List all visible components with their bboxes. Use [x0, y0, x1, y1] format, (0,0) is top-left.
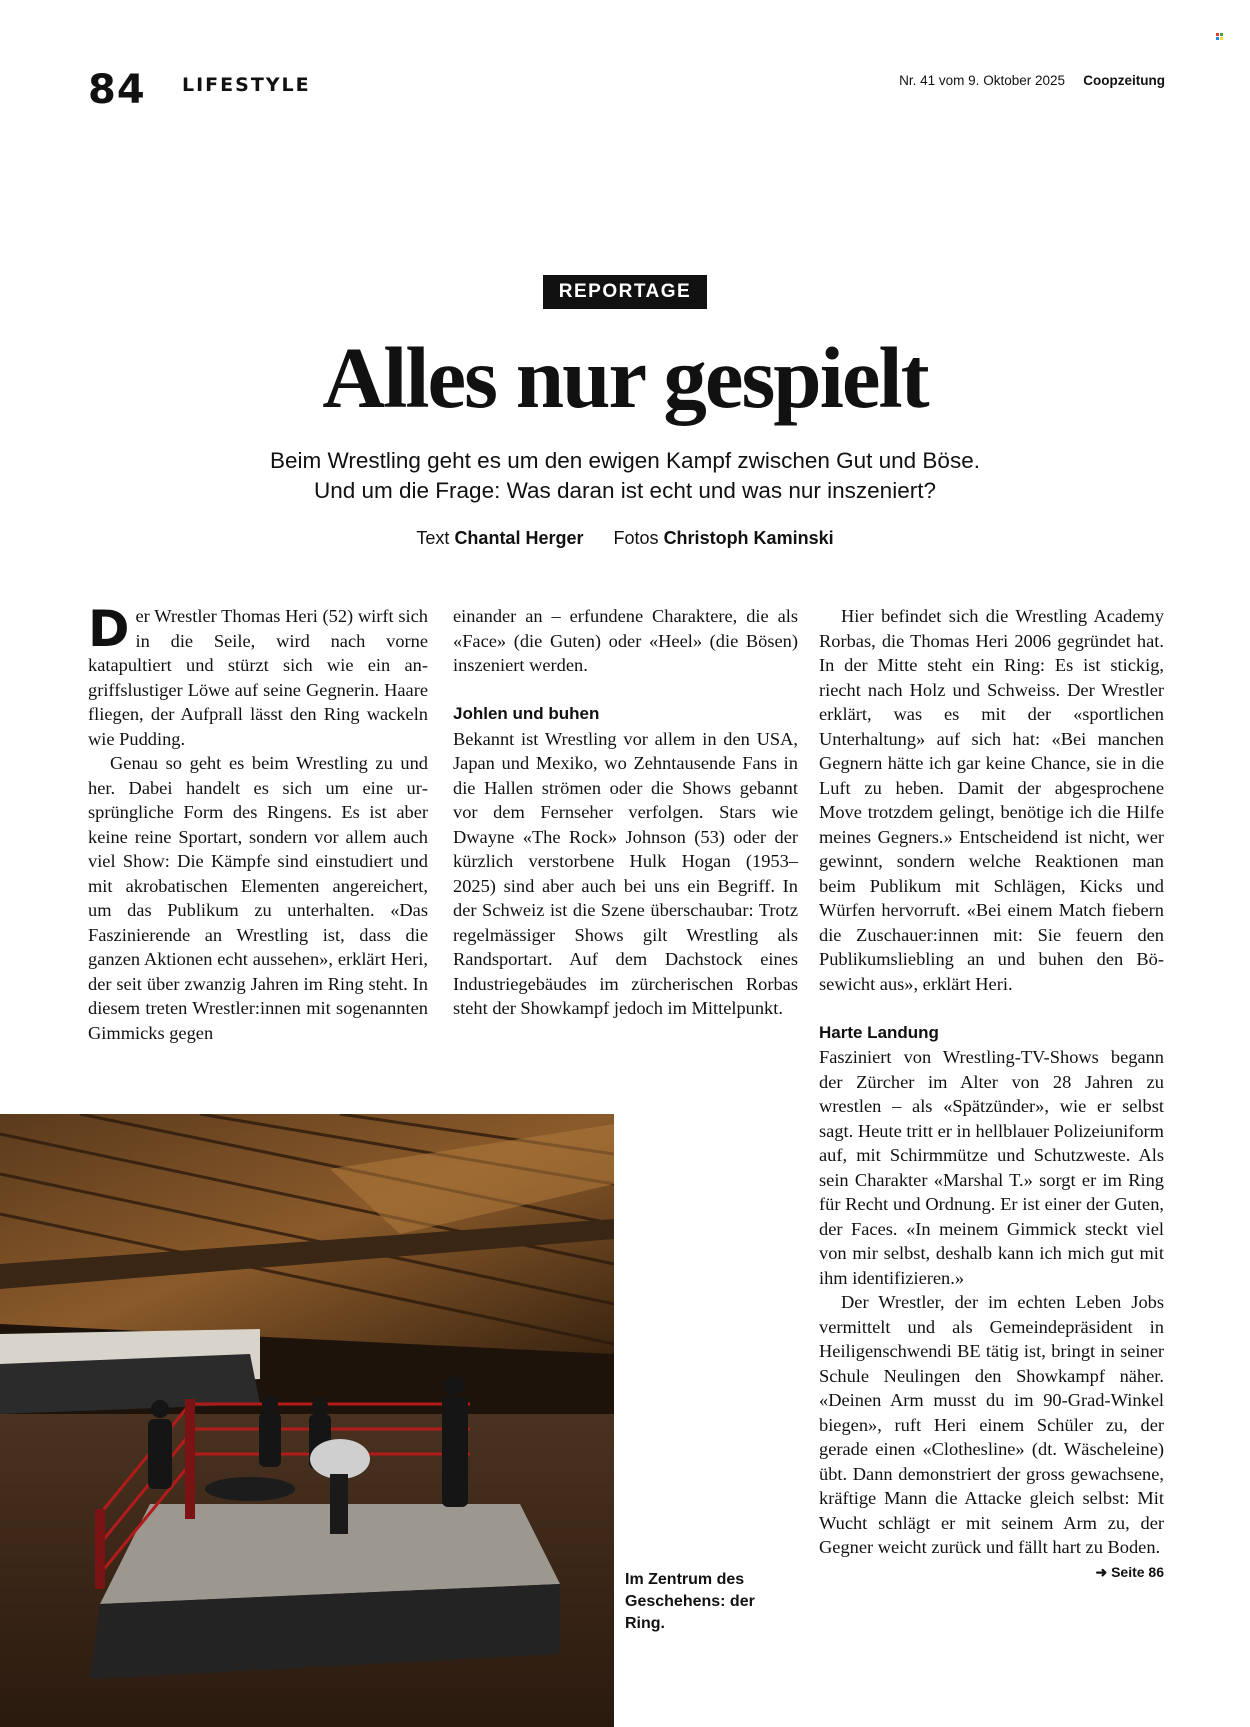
- paragraph: Fasziniert von Wrestling-TV-Shows begann der Zürcher im Alter von 28 Jahren zu wrestlen – als «Spätzünder», wie er selbst sagt. Heute tritt er in hellblauer Polizeiuniform auf, mit Schirmmütze und Schutzweste. Als sein Charakter «Marshal T.» sorgt er im Ring für Recht und Ordnung. Er ist einer der Guten, der Faces. «In meinem Gimmick steckt viel von mir selbst, deshalb kann ich mich gut mit ihm identifizieren.»: [819, 1047, 1164, 1288]
- drop-cap: D: [88, 600, 130, 658]
- paragraph: Hier befindet sich die Wrestling Academy Rorbas, die Thomas Heri 2006 gegründet hat. In der Mitte steht ein Ring: Es ist stickig, riecht nach Holz und Schweiss. Der Wrestler erklärt, was es mit der «sportlichen Unterhaltung» auf sich hat: «Bei manchen Gegnern hätte ich gar keine Chance, sie in die Luft zu heben. Damit der abgesprochene Move trotzdem gelingt, benötige ich die Hilfe meines Gegners.» Entscheidend ist nicht, wer gewinnt, sondern welche Reaktionen man beim Publikum mit Schlägen, Kicks und Würfen hervorruft. «Bei einem Match fiebern die Zuschauer:innen mit: Sie feuern den Publikumsliebling an und buhen den Bösewicht aus», erklärt Heri.: [819, 606, 1164, 994]
- subheading: Harte Landung: [819, 1022, 939, 1042]
- text-author: Chantal Herger: [454, 528, 584, 548]
- paragraph: Genau so geht es beim Wrestling zu und her. Dabei handelt es sich um eine ursprüngliche Form des Ringens. Es ist aber keine reine Sportart, sondern vor allem auch viel Show: Die Kämpfe sind einstudiert und mit akrobatischen Elementen angereichert, um das Publikum zu unterhalten. «Das Faszinierende an Wrestling ist, dass die ganzen Aktionen echt aussehen», erklärt Heri, der seit über zwanzig Jahren im Ring steht. In diesem treten Wrestler:innen mit sogenannten Gimmicks gegen: [88, 753, 428, 1043]
- paragraph: Der Wrestler Thomas Heri (52) wirft sich in die Seile, wird nach vorne katapultiert und stürzt sich wie ein angriffslustiger Löwe auf seine Gegnerin. Haare fliegen, der Aufprall lässt den Ring wackeln wie Pudding.: [88, 600, 428, 749]
- wrestling-ring-photo: [0, 1114, 614, 1727]
- column-1: [88, 600, 428, 1045]
- photo-author: Christoph Kaminski: [663, 528, 834, 548]
- credits: [0, 528, 1250, 549]
- page-header: [88, 68, 1165, 112]
- lead-line: Beim Wrestling geht es um den ewigen Kampf zwischen Gut und Böse.: [270, 448, 980, 473]
- publication-name: Coopzeitung: [1083, 73, 1165, 88]
- kicker-label: REPORTAGE: [543, 275, 707, 309]
- color-registration-mark: [1216, 33, 1226, 43]
- text-label: Text: [416, 528, 450, 548]
- column-2: [453, 604, 798, 1021]
- paragraph: einander an – erfundene Charaktere, die als «Face» (die Guten) oder «Heel» (die Bösen) inszeniert werden.: [453, 606, 798, 675]
- subheading: Johlen und buhen: [453, 704, 600, 723]
- lead-line: Und um die Frage: Was daran ist echt und was nur inszeniert?: [314, 478, 936, 503]
- column-3: [819, 604, 1164, 1584]
- paragraph: Bekannt ist Wrestling vor allem in den USA, Japan und Mexiko, wo Zehntausende Fans in die Hallen strömen oder die Shows gebannt vor dem Fernseher verfolgen. Stars wie Dwayne «The Rock» Johnson (53) oder der kürzlich verstorbene Hulk Hogan (1953–2025) sind aber auch bei uns ein Begriff. In der Schweiz ist die Szene überschaubar: Trotz regelmässiger Shows gilt Wrestling als Randsportart. Auf dem Dachstock eines Industriegebäudes im zürcherischen Rorbas steht der Showkampf jedoch im Mittelpunkt.: [453, 728, 798, 1018]
- issue-info: Nr. 41 vom 9. Oktober 2025: [899, 73, 1065, 88]
- page-number: 84: [88, 67, 146, 113]
- paragraph: Der Wrestler, der im echten Leben Jobs vermittelt und als Gemeindepräsident in Heiligenschwendi BE tätig ist, bringt in seiner Schule Neulingen den Showkampf näher. «Deinen Arm musst du im 90-Grad-Winkel biegen», ruft Heri einem Schüler zu, der gerade einen «Clothesline» (dt. Wäscheleine) übt. Dann demonstriert der gross gewachsene, kräftige Mann die Attacke gleich selbst: Mit Wucht schlägt er mit seinem Arm zu, der Gegner weicht zurück und fällt hart zu Boden. ➜ Seite 86: [819, 1290, 1164, 1560]
- photo-label: Fotos: [613, 528, 659, 548]
- continued-link[interactable]: ➜ Seite 86: [1095, 1563, 1164, 1580]
- lead: [180, 446, 1070, 506]
- section-title: LIFESTYLE: [182, 74, 311, 96]
- photo-caption: Im Zentrum des Geschehens: der Ring.: [625, 1571, 755, 1632]
- headline: Alles nur gespielt: [322, 329, 928, 426]
